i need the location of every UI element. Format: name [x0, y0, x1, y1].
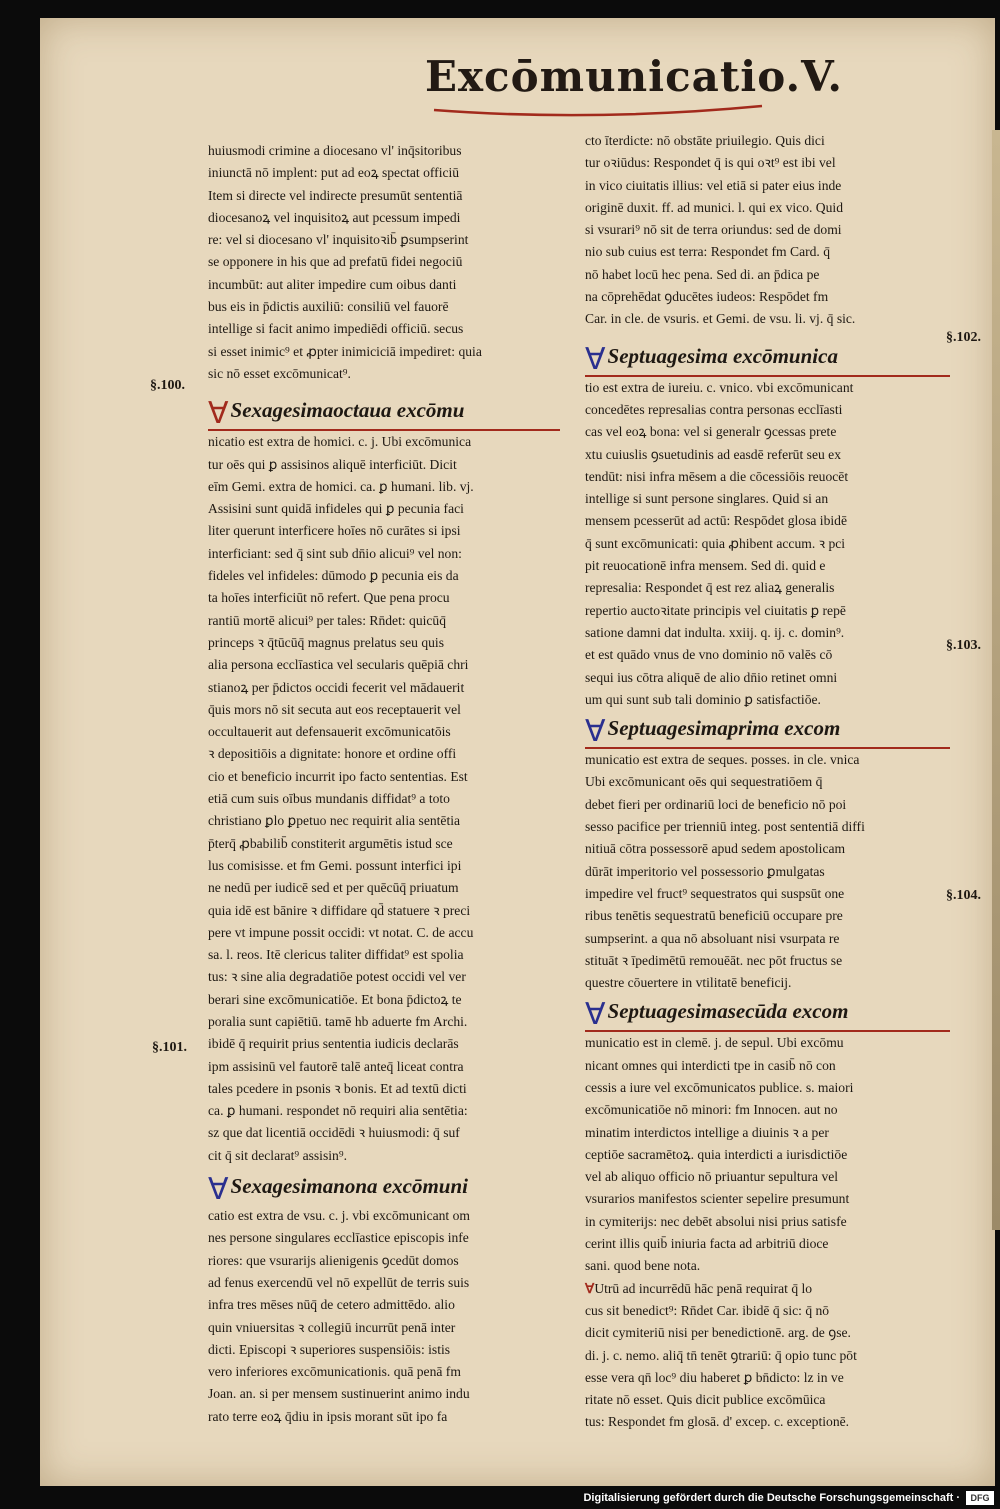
text-line: p̄terq̄ ꝓbabilib̄ constiterit argumētis istud sce — [208, 835, 453, 851]
section-68 — [208, 399, 560, 1167]
text-line: eīm Gemi. extra de homici. ca. ꝑ humani. lib. vj. — [208, 478, 474, 494]
text-line: re: vel si diocesano vl' inquisitoꝛib̄ ꝑsumpserint — [208, 232, 469, 248]
margin-note-100: §.100. — [150, 378, 185, 393]
section-70 — [585, 342, 950, 711]
text-line: ipm assisinū vel fautorē talē anteq̄ liceat contra — [208, 1058, 464, 1074]
text-line: tales pcedere in psonis ꝛ bonis. Et ad textū dicti — [208, 1080, 467, 1096]
text-line: Utrū ad incurrēdū hāc penā requirat q̄ lo — [594, 1280, 813, 1296]
text-line: Assisini sunt quidā infideles qui ꝑ pecunia faci — [208, 501, 464, 517]
text-line: esse vera qn̄ loc⁹ diu haberet ꝑ bn̄dicto: lz in ve — [585, 1369, 844, 1385]
decorated-initial: Ɐ — [585, 998, 606, 1032]
text-line: Car. in cle. de vsuris. et Gemi. de vsu. li. vj. q̄ sic. — [585, 311, 856, 327]
text-line: dicit cymiteriū nisi per benedictionē. arg. de ꝯse. — [585, 1325, 851, 1341]
decorated-initial: Ɐ — [585, 342, 606, 376]
text-line: infra tres mēses nūq̄ de cetero admittēdo. alio — [208, 1297, 455, 1313]
text-line: si vsurari⁹ nō sit de terra oriundus: sed de domi — [585, 222, 842, 238]
left-column — [208, 140, 560, 1428]
text-line: sani. quod bene nota. — [585, 1258, 701, 1274]
text-line: cas vel eoꝝ bona: vel si generalr ꝯcessas prete — [585, 424, 837, 440]
text-line: debet fieri per ordinariū loci de beneficio nō poi — [585, 796, 847, 812]
text-line: se opponere in his que ad prefatū fidei negociū — [208, 254, 463, 270]
text-line: cto īterdicte: nō obstāte priuilegio. Quis dici — [585, 133, 825, 148]
text-line: sic nō esset excōmunicat⁹. — [208, 365, 351, 381]
text-line: nitiuā cōtra possessorē apud sedem apostolicam — [585, 841, 846, 857]
page-edge — [992, 130, 1000, 1230]
text-line: bus eis in p̄dictis auxiliū: consiliū vel fauorē — [208, 299, 449, 315]
text-line: ad fenus exercendū vel nō expellūt de terris suis — [208, 1274, 470, 1290]
text-line: nō habet locū hec pena. Sed di. an p̄dica pe — [585, 266, 820, 282]
text-line: fideles vel infideles: dūmodo ꝑ pecunia eis da — [208, 568, 459, 584]
text-line: poralia sunt capiētiū. tamē hb aduerte fm Archi. — [208, 1013, 468, 1029]
section-heading: Sexagesimaoctaua excōmu — [230, 398, 465, 423]
margin-note-101: §.101. — [152, 1040, 187, 1055]
text-line: liter querunt interficere hoīes nō curātes si ipsi — [208, 523, 461, 539]
text-line: berari sine excōmunicatiōe. Et bona p̄dictoꝝ te — [208, 991, 462, 1007]
text-line: et est quādo vnus de vno dominio nō valēs cō — [585, 647, 833, 663]
footer-bar — [0, 1488, 1000, 1509]
text-line: interficiant: sed q̄ sint sub dn̄io alicui⁹ vel non: — [208, 545, 462, 561]
text-line: municatio est in clemē. j. de sepul. Ubi excōmu — [585, 1035, 844, 1051]
text-line: rantiū mortē alicui⁹ per tales: Rn̄det: quicūq̄ — [208, 612, 447, 628]
text-line: cus sit benedict⁹: Rn̄det Car. ibidē q̄ sic: q̄ nō — [585, 1302, 830, 1318]
text-line: etiā cum suis oībus mundanis diffidat⁹ a toto — [208, 791, 450, 807]
text-line: nicatio est extra de homici. c. j. Ubi excōmunica — [208, 434, 472, 450]
section-heading: Septuagesima excōmunica — [607, 343, 838, 368]
text-line: sesso pacifice per trienniū integ. post sententiā diffi — [585, 819, 865, 835]
text-line: Item si directe vel indirecte presumūt sententiā — [208, 187, 463, 203]
text-line: incumbūt: aut aliter impedire cum oibus danti — [208, 276, 457, 292]
text-line: tus: Respondet fm glosā. d' excep. c. exceptionē. — [585, 1414, 850, 1430]
text-line: excōmunicatiōe nō minori: fm Innocen. aut no — [585, 1102, 838, 1118]
section-71 — [585, 717, 950, 994]
text-line: ta hoīes interficiūt nō refert. Que pena procu — [208, 590, 450, 606]
text-line: riores: que vsurarijs alienigenis ꝯcedūt domos — [208, 1252, 459, 1268]
text-line: catio est extra de vsu. c. j. vbi excōmunicant om — [208, 1208, 470, 1224]
decorated-initial: Ɐ — [208, 1172, 229, 1206]
text-line: ca. ꝑ humani. respondet nō requiri alia sentētia: — [208, 1103, 468, 1119]
text-line: cio et beneficio incurrit ipo facto sententias. Est — [208, 768, 468, 784]
text-line: quin vniuersitas ꝛ collegiū incurrūt penā inter — [208, 1319, 456, 1335]
title-underline-flourish — [432, 100, 770, 120]
section-72-continuation — [585, 1278, 950, 1434]
text-line: pere vt impune possit occidi: vt notat. C. de accu — [208, 924, 474, 940]
text-line: represalia: Respondet q̄ est rez aliaꝝ generalis — [585, 580, 835, 596]
text-line: xtu cuiuslis ꝯsuetudinis ad easdē referūt seu ex — [585, 446, 841, 462]
text-line: princeps ꝛ q̄tūcūq̄ magnus prelatus seu quis — [208, 634, 444, 650]
text-line: cit q̄ sit declarat⁹ assisin⁹. — [208, 1147, 347, 1163]
text-line: intellige si facit animo impediēdi officiū. secus — [208, 321, 464, 337]
text-line: di. j. c. nemo. aliq̄ tn̄ tenēt ꝯtrariū: q̄ opio tunc pōt — [585, 1347, 857, 1363]
text-line: nicant omnes qui interdicti tpe in casib̄ nō con — [585, 1057, 836, 1073]
text-line: huiusmodi crimine a diocesano vl' inq̄sitoribus — [208, 143, 462, 158]
text-line: concedētes represalias contra personas ecclīasti — [585, 401, 843, 417]
text-line: ibidē q̄ requirit prius sententia iudicis declarās — [208, 1036, 459, 1052]
text-line: stituāt ꝛ īpedimētū remouēāt. nec pōt fructus se — [585, 952, 843, 968]
text-line: tus: ꝛ sine alia degradatiōe potest occidi vel ver — [208, 969, 466, 985]
text-line: impedire vel fruct⁹ sequestratos qui suspsūt one — [585, 885, 845, 901]
text-line: vel ab aliquo officio nō priuantur sepultura vel — [585, 1169, 839, 1185]
text-line: sa. l. reos. Itē clericus taliter diffidat⁹ est spolia — [208, 947, 464, 963]
text-line: intellige si sunt persone singlares. Quid si an — [585, 491, 829, 507]
text-line: nio sub cuius est terra: Respondet fm Card. q̄ — [585, 244, 831, 260]
text-line: tio est extra de iureiu. c. vnico. vbi excōmunicant — [585, 379, 854, 395]
text-line: cessis a iure vel excōmunicatos publice. s. maiori — [585, 1079, 854, 1095]
text-line: ritate nō esset. Quis dicit publice excōmūica — [585, 1392, 826, 1408]
text-line: vero inferiores excōmunicationis. quā penā fm — [208, 1364, 461, 1380]
text-line: q̄ sunt excōmunicati: quia ꝓhibent accum. ꝛ pci — [585, 535, 846, 551]
text-line: alia persona ecclīastica vel secularis quēpiā chri — [208, 657, 469, 673]
margin-note-103: §.103. — [946, 638, 981, 653]
text-line: ceptiōe sacramētoꝝ. quia interdicti a iurisdictiōe — [585, 1146, 848, 1162]
text-line: sequi ius cōtra aliquē de alio dn̄io retinet omni — [585, 669, 838, 685]
text-line: nes persone singulares ecclīastice episcopis infe — [208, 1230, 469, 1246]
left-top-text — [208, 140, 560, 385]
text-line: tendūt: nisi infra mēsem a die cōcessiōis reuocēt — [585, 468, 849, 484]
text-line: rato terre eoꝝ q̄diu in ipsis morant sūt ipo fa — [208, 1408, 448, 1424]
text-line: stianoꝝ per p̄dictos occidi fecerit vel mādauerit — [208, 679, 465, 695]
text-line: dūrāt imperitorio vel possessorio ꝑmulgatas — [585, 863, 825, 879]
text-line: christiano ꝑlo ꝑpetuo nec requirit alia sentētia — [208, 813, 461, 829]
text-line: tur oꝛiūdus: Respondet q̄ is qui oꝛt⁹ est ibi vel — [585, 155, 836, 171]
text-line: si esset inimic⁹ et ꝓpter inimiciciā impediret: quia — [208, 343, 482, 359]
text-line: municatio est extra de seques. posses. in cle. vnica — [585, 752, 860, 768]
section-72 — [585, 1000, 950, 1277]
text-line: vsurarios manifestos scienter sepelire presumunt — [585, 1191, 850, 1207]
text-line: lus comisisse. et fm Gemi. possunt interfici ipi — [208, 857, 462, 873]
decorated-initial: Ɐ — [208, 397, 229, 431]
margin-note-102: §.102. — [946, 330, 981, 345]
section-heading: Septuagesimaprima excom — [607, 716, 841, 741]
footer-credit: Digitalisierung gefördert durch die Deutsche Forschungsgemeinschaft · — [583, 1492, 960, 1504]
section-69 — [208, 1172, 560, 1428]
text-line: satione damni dat indulta. xxiij. q. ij. c. domin⁹. — [585, 624, 845, 640]
text-line: um qui sunt sub tali dominio ꝑ satisfactiōe. — [585, 691, 821, 707]
right-top-text — [585, 130, 950, 331]
text-line: repertio auctoꝛitate principis vel ciuitatis ꝑ repē — [585, 602, 846, 618]
right-column — [585, 130, 950, 1434]
text-line: in cymiterijs: nec debēt absolui nisi prius satisfe — [585, 1213, 847, 1229]
text-line: na cōprehēdat ꝯducētes iudeos: Respōdet fm — [585, 289, 829, 305]
text-line: occultauerit aut defensauerit excōmunicatōis — [208, 724, 451, 740]
text-line: Joan. an. si per mensem sustinuerint animo indu — [208, 1386, 470, 1402]
text-line: ribus tenētis sequestratū beneficiū occupare pre — [585, 908, 843, 924]
text-line: Ubi excōmunicant oēs qui sequestratiōem q̄ — [585, 774, 823, 790]
text-line: mensem pcesserūt ad actū: Respōdet glosa ibidē — [585, 513, 847, 529]
text-line: tur oēs qui ꝑ assisinos aliquē interficiūt. Dicit — [208, 456, 457, 472]
text-line: cerint illis quib̄ iniuria facta ad arbitriū dioce — [585, 1236, 829, 1252]
text-line: q̄uis mors nō sit secuta aut eos receptauerit vel — [208, 701, 461, 717]
paragraph-mark: Ɐ — [585, 1280, 595, 1296]
text-line: in vico ciuitatis illius: vel etiā si pater eius inde — [585, 177, 842, 193]
margin-note-104: §.104. — [946, 888, 981, 903]
dfg-logo: DFG — [966, 1491, 994, 1505]
text-line: ꝛ depositiōis a dignitate: honore et ordine offi — [208, 746, 457, 762]
text-line: pit reuocationē infra mensem. Sed di. quid e — [585, 558, 826, 574]
decorated-initial: Ɐ — [585, 715, 606, 748]
running-title: Excōmunicatio.V. — [425, 52, 844, 101]
section-heading: Septuagesimasecūda excom — [607, 999, 849, 1024]
text-line: minatim interdictos intellige a diuinis ꝛ a per — [585, 1124, 829, 1140]
section-heading: Sexagesimanona excōmuni — [230, 1174, 468, 1199]
text-line: diocesanoꝝ vel inquisitoꝝ aut pcessum impedi — [208, 209, 461, 225]
text-line: questre cōuertere in vtilitatē beneficij. — [585, 975, 792, 991]
text-line: quia idē est bānire ꝛ diffidare qd̄ statuere ꝛ preci — [208, 902, 471, 918]
text-line: ne nedū per iudicē sed et per quēcūq̄ priuatum — [208, 880, 459, 896]
text-line: iniunctā nō implent: put ad eoꝝ spectat officiū — [208, 165, 460, 181]
text-line: sz que dat licentiā occidēdi ꝛ huiusmodi: q̄ suf — [208, 1125, 460, 1141]
text-line: dicti. Episcopi ꝛ superiores suspensiōis: istis — [208, 1341, 451, 1357]
text-line: originē duxit. ff. ad munici. l. qui ex vico. Quid — [585, 199, 843, 215]
text-line: sumpserint. a qua nō absoluant nisi vsurpata re — [585, 930, 840, 946]
